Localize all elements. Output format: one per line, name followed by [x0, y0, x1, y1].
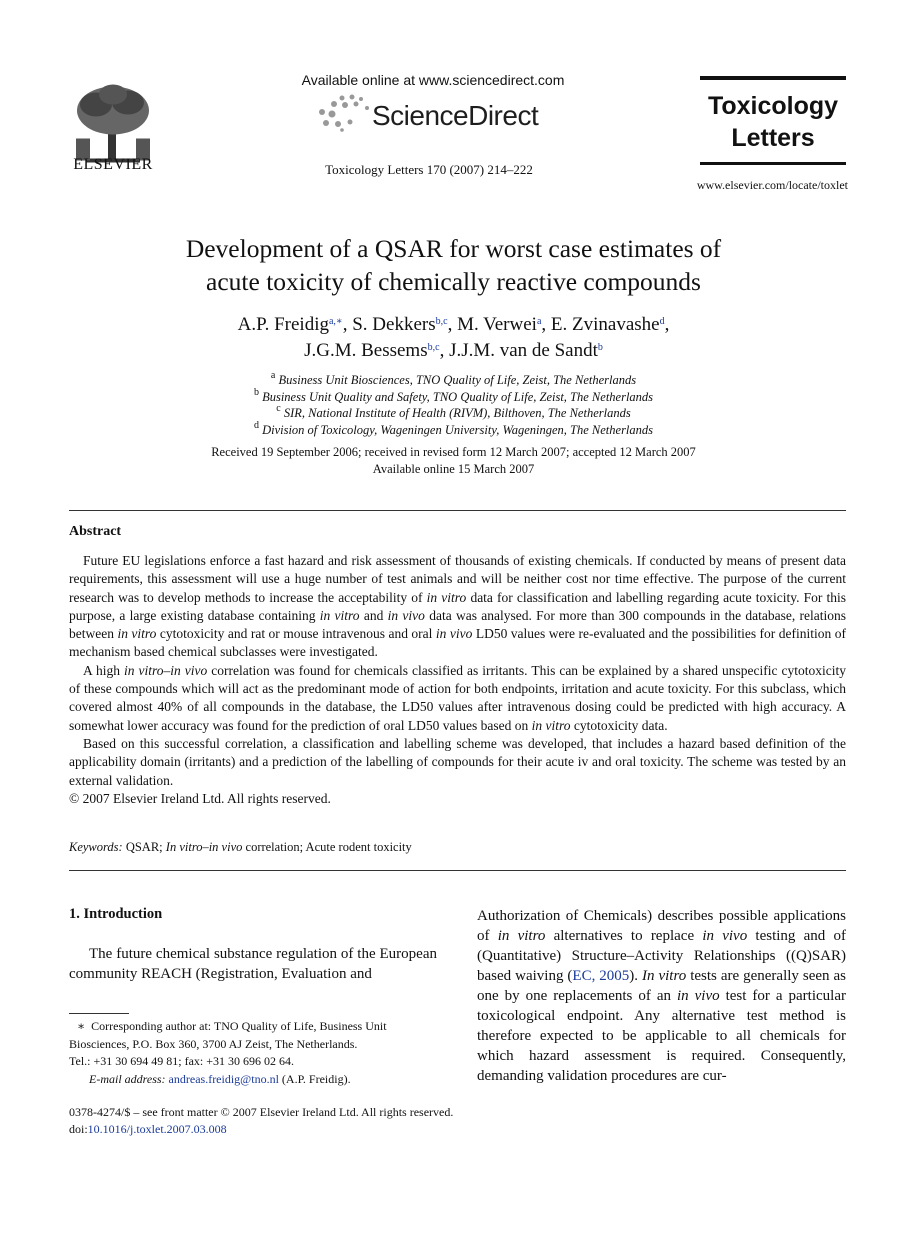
- author-name[interactable]: E. Zvinavashe: [550, 314, 660, 335]
- affiliation-item: [100, 419, 807, 439]
- author-affiliation-mark[interactable]: a: [536, 316, 542, 327]
- text-run: The future chemical substance regulation of the European community REACH (Registration, Evaluation and: [69, 946, 437, 982]
- affiliation-mark: a: [270, 370, 276, 381]
- author-separator: ,: [541, 314, 551, 335]
- author-affiliation-mark[interactable]: b: [597, 342, 603, 353]
- received-dates: Received 19 September 2006; received in revised form 12 March 2007; accepted 12 March 2007: [211, 445, 696, 459]
- text-run: correlation; Acute rodent toxicity: [242, 840, 412, 854]
- italic-term: in vitro: [426, 589, 467, 605]
- text-run: A high: [83, 662, 125, 678]
- text-run: Authorization of Chemicals) describes possible applications of: [477, 908, 846, 944]
- text-run: test for a particular toxicological endpoint. Any alternative test method is therefore expected to be applicable to all chemicals for which hazard assessment is required. Consequently, demanding validation procedures are cur-: [477, 988, 846, 1084]
- affiliation-item: [100, 372, 807, 389]
- text-run: ).: [629, 968, 643, 984]
- abstract-paragraph-1: [69, 552, 846, 662]
- footnote-star: ∗: [77, 1019, 86, 1033]
- text-run: cytotoxicity data.: [570, 717, 668, 733]
- author-affiliation-mark[interactable]: d: [659, 316, 665, 327]
- italic-term: in vitro: [117, 626, 157, 642]
- corresponding-author-footnote: [69, 1018, 437, 1088]
- abstract-top-rule: [69, 510, 846, 511]
- author-list: [80, 312, 827, 364]
- abstract-copyright: © 2007 Elsevier Ireland Ltd. All rights reserved.: [69, 790, 331, 806]
- text-run: cytotoxicity and rat or mouse intravenous and oral: [156, 626, 436, 642]
- author-affiliation-mark[interactable]: b,c: [427, 342, 440, 353]
- journal-citation: Toxicology Letters 170 (2007) 214–222: [325, 162, 533, 177]
- affiliation-mark: b: [253, 386, 259, 398]
- affiliation-text: SIR, National Institute of Health (RIVM), Bilthoven, The Netherlands: [283, 406, 631, 420]
- abstract-paragraph-3: [69, 735, 846, 790]
- text-run: tests are generally seen as one by one replacements of an: [477, 968, 846, 1004]
- author-separator: ,: [439, 340, 450, 361]
- journal-title-rule-top: [700, 76, 846, 80]
- doi-link[interactable]: 10.1016/j.toxlet.2007.03.008: [87, 1122, 227, 1136]
- italic-term: in vitro: [531, 717, 571, 733]
- italic-term: In vitro: [642, 968, 687, 984]
- italic-term: in vitro: [319, 607, 360, 623]
- citation-link[interactable]: EC, 2005: [572, 968, 630, 984]
- footnote-address: [69, 1018, 437, 1053]
- email-link[interactable]: andreas.freidig@tno.nl: [168, 1071, 279, 1086]
- text-run: data was analysed. For more than 300 compounds in the database, relations between: [69, 607, 846, 642]
- keywords-label: Keywords:: [69, 840, 123, 854]
- affiliation-mark: c: [276, 403, 281, 414]
- page-footer: [69, 1104, 669, 1138]
- text-run: Future EU legislations enforce a fast hazard and risk assessment of thousands of existing chemicals. If conducted by means of present data requirements, this assessment will use a huge number of test animals and will be neither cost nor time effective. The purpose of the current research was to develop methods to increase the acceptability of: [69, 553, 846, 605]
- sciencedirect-dots-icon: [312, 92, 372, 132]
- available-online-link[interactable]: Available online at www.sciencedirect.com: [301, 72, 565, 88]
- elsevier-wordmark: ELSEVIER: [73, 156, 153, 173]
- abstract-paragraph-2: [69, 662, 846, 735]
- author-name[interactable]: M. Verwei: [457, 314, 537, 335]
- italic-term: in vivo: [435, 626, 473, 642]
- affiliation-list: [100, 372, 807, 438]
- body-right-column: [477, 906, 846, 1086]
- article-title-line1: Development of a QSAR for worst case estimates of: [185, 234, 722, 263]
- text-run: Based on this successful correlation, a classification and labelling scheme was developed, that includes a hazard based definition of the applicability domain (irritants) and a prediction of the labelling of compounds for their acute iv and oral toxicity. The scheme was tested by an external validation.: [69, 735, 846, 788]
- affiliation-item: [100, 405, 807, 422]
- affiliation-item: [100, 386, 807, 406]
- italic-term: in vitro: [497, 928, 546, 944]
- footnote-telfax: Tel.: +31 30 694 49 81; fax: +31 30 696 02 64.: [69, 1054, 295, 1068]
- footnote-rule: [69, 1013, 129, 1014]
- article-title: [100, 232, 807, 298]
- affiliation-text: Business Unit Biosciences, TNO Quality of Life, Zeist, The Netherlands: [278, 373, 637, 387]
- text-run: correlation was found for chemicals classified as irritants. This can be explained by a shared unspecific cytotoxicity of these compounds which will act as the predominant mode of action for both endpoints, irritation and acute toxicity. For this subclass, which covered almost 40% of all compounds in the database, the LD50 values after intravenous dosing could be predicted with high accuracy. A somewhat lower accuracy was found for the prediction of oral LD50 values based on: [69, 662, 846, 733]
- doi-line: [69, 1121, 669, 1138]
- italic-term: in vivo: [387, 607, 425, 623]
- journal-title: [700, 90, 846, 154]
- affiliation-mark: d: [253, 419, 259, 431]
- article-title-line2: acute toxicity of chemically reactive compounds: [206, 267, 701, 296]
- journal-title-line1: Toxicology: [707, 92, 839, 120]
- italic-term: In vitro–in vivo: [165, 840, 243, 854]
- journal-title-line2: Letters: [731, 124, 815, 152]
- author-name[interactable]: J.G.M. Bessems: [304, 340, 428, 361]
- text-run: testing and of (Quantitative) Structure–Activity Relationships ((Q)SAR) based waiving (: [477, 928, 846, 984]
- text-run: LD50 values were re-evaluated and the possibilities for definition of mechanism based chemical subclasses were investigated.: [69, 626, 846, 660]
- author-affiliation-mark[interactable]: a,∗: [328, 316, 343, 327]
- text-run: data for classification and labelling regarding acute toxicity. For this purpose, a large existing database containing: [69, 589, 846, 623]
- italic-term: in vitro–in vivo: [124, 662, 208, 678]
- author-name[interactable]: S. Dekkers: [352, 314, 436, 335]
- text-run: QSAR;: [122, 840, 166, 854]
- journal-url-link[interactable]: www.elsevier.com/locate/toxlet: [696, 178, 848, 192]
- affiliation-text: Business Unit Quality and Safety, TNO Quality of Life, Zeist, The Netherlands: [262, 389, 654, 404]
- issn-line: 0378-4274/$ – see front matter © 2007 Elsevier Ireland Ltd. All rights reserved.: [69, 1105, 454, 1119]
- affiliation-text: Division of Toxicology, Wageningen University, Wageningen, The Netherlands: [262, 422, 654, 437]
- doi-label: doi:: [69, 1122, 88, 1136]
- abstract-body: [69, 552, 846, 808]
- body-left-column: [69, 944, 437, 984]
- text-run: alternatives to replace: [545, 928, 703, 944]
- italic-term: in vivo: [676, 988, 720, 1004]
- section-heading-introduction: 1. Introduction: [69, 906, 163, 922]
- author-name[interactable]: A.P. Freidig: [237, 314, 329, 335]
- keywords-list: [123, 840, 412, 854]
- author-separator: ,: [664, 314, 670, 335]
- article-history: [100, 444, 807, 478]
- footnote-email-line: [69, 1071, 437, 1089]
- author-name[interactable]: J.J.M. van de Sandt: [449, 340, 598, 361]
- email-suffix: (A.P. Freidig).: [278, 1071, 351, 1086]
- abstract-bottom-rule: [69, 870, 846, 871]
- keywords-line: [69, 840, 846, 855]
- sciencedirect-wordmark[interactable]: ScienceDirect: [372, 100, 539, 131]
- journal-title-rule-bottom: [700, 162, 846, 165]
- italic-term: in vivo: [702, 928, 748, 944]
- abstract-heading: Abstract: [69, 524, 122, 539]
- author-separator: ,: [447, 314, 458, 335]
- footnote-address-text: Corresponding author at: TNO Quality of Life, Business Unit Biosciences, P.O. Box 360, 3700 AJ Zeist, The Netherlands.: [69, 1019, 387, 1051]
- text-run: and: [359, 607, 388, 623]
- available-online-date: Available online 15 March 2007: [372, 462, 535, 476]
- author-separator: ,: [342, 314, 353, 335]
- email-label: E-mail address:: [89, 1071, 166, 1086]
- author-affiliation-mark[interactable]: b,c: [435, 316, 448, 327]
